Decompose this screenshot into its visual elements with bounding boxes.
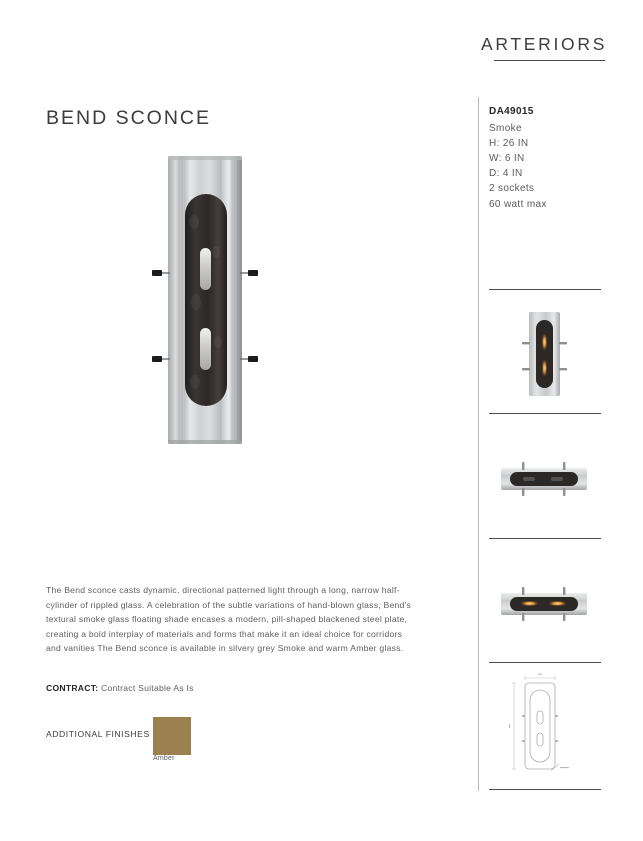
thumbnail-divider-4 xyxy=(489,662,601,663)
spec-height: H: 26 IN xyxy=(489,137,529,149)
contract-label: CONTRACT: xyxy=(46,683,99,693)
brand-name: ARTERIORS xyxy=(481,34,608,54)
finish-swatch-amber[interactable] xyxy=(153,717,191,755)
spec-sockets: 2 sockets xyxy=(489,183,535,195)
page-title: BEND SCONCE xyxy=(46,107,212,129)
spec-list xyxy=(489,106,619,212)
spec-sku: DA49015 xyxy=(489,106,534,117)
spec-finish: Smoke xyxy=(489,122,522,134)
contract-info xyxy=(46,683,194,693)
finish-swatch-label: Amber xyxy=(153,755,175,762)
contract-value: Contract Suitable As Is xyxy=(101,683,194,693)
thumbnail-vertical-lit[interactable] xyxy=(489,298,601,410)
brand-logo xyxy=(481,34,608,61)
thumbnail-divider-3 xyxy=(489,538,601,539)
thumbnail-divider-1 xyxy=(489,289,601,290)
brand-underline xyxy=(494,60,605,61)
thumbnail-dimension-diagram[interactable] xyxy=(489,671,601,783)
thumbnail-divider-2 xyxy=(489,413,601,414)
product-description: The Bend sconce casts dynamic, directional patterned light through a long, narrow half-cylinder of rippled glass. A celebration of the subtle variations of hand-blown glass, Bend's textural smoke glass floating shade encases a modern, pill-shaped blackened steel plate, creating a bold interplay of materials and forms that make it an ideal choice for corridors and vanities The Bend sconce is available in silvery grey Smoke and warm Amber glass. xyxy=(46,585,412,654)
right-column-divider xyxy=(478,97,479,791)
hero-product-image xyxy=(150,152,260,448)
spec-wattage: 60 watt max xyxy=(489,198,547,210)
spec-width: W: 6 IN xyxy=(489,152,525,164)
additional-finishes-label: ADDITIONAL FINISHES xyxy=(46,729,150,739)
spec-depth: D: 4 IN xyxy=(489,168,523,180)
thumbnail-horizontal-lit[interactable] xyxy=(489,547,601,659)
thumbnail-horizontal-unlit[interactable] xyxy=(489,422,601,534)
thumbnail-divider-5 xyxy=(489,789,601,790)
